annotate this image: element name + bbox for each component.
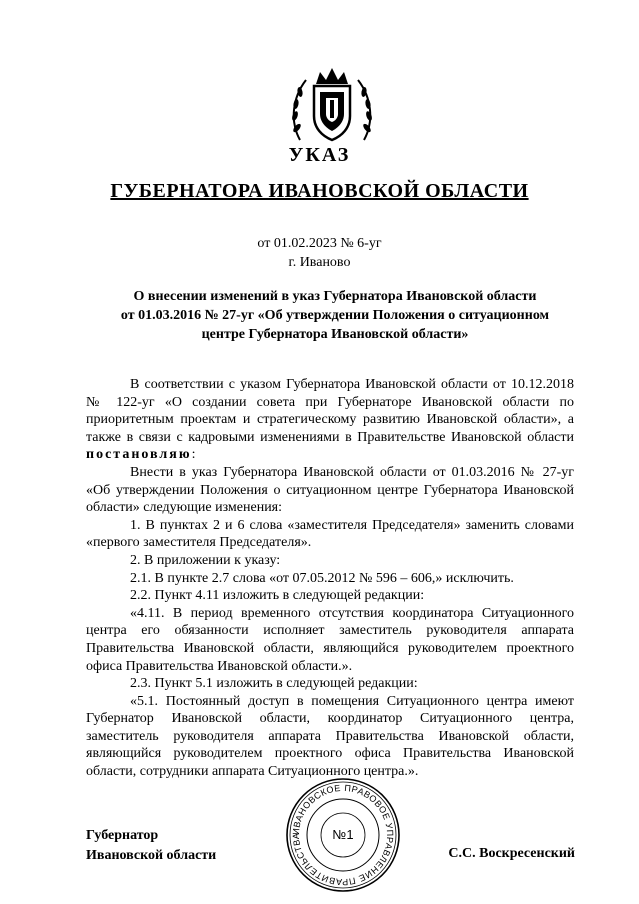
body-paragraph: 2.3. Пункт 5.1 изложить в следующей редакции: bbox=[130, 676, 418, 692]
body-paragraph: «4.11. В период временного отсутствия координатора Ситуационного центра его обязанности исполняет заместитель руководителя аппарата Правительства Ивановской области, являющийся руководителем проектного офиса Правительства Ивановской области.». bbox=[86, 605, 574, 674]
body-paragraph: 1. В пунктах 2 и 6 слова «заместителя Председателя» заменить словами «первого заместителя Председателя». bbox=[86, 517, 574, 551]
preamble-text: В соответствии с указом Губернатора Ивановской области от 10.12.2018 № 122-уг «О создании совета при Губернаторе Ивановской области по приоритетным проектам и стратегическому развитию Ивановской области», а также в связи с кадровыми изменениями в Правительстве Ивановской области bbox=[86, 377, 574, 445]
resolution-word: постановляю bbox=[86, 447, 192, 463]
decree-subject bbox=[100, 287, 570, 344]
seal-ring-text: ИВАНОВСКОЕ ПРАВОВОЕ УПРАВЛЕНИЕ ПРАВИТЕЛЬСТВА bbox=[290, 782, 396, 888]
official-seal-icon bbox=[283, 775, 403, 895]
body-paragraph: 2.2. Пункт 4.11 изложить в следующей редакции: bbox=[130, 588, 425, 604]
coat-of-arms-icon bbox=[286, 62, 378, 144]
city-line: г. Иваново bbox=[288, 255, 351, 270]
document-issuer: ГУБЕРНАТОРА ИВАНОВСКОЙ ОБЛАСТИ bbox=[110, 180, 529, 202]
subject-line: от 01.03.2016 № 27-уг «Об утверждении Положения о ситуационном bbox=[120, 308, 550, 323]
seal-number: №1 bbox=[332, 827, 354, 842]
document-title: УКАЗ bbox=[288, 144, 351, 166]
body-paragraph: 2.1. В пункте 2.7 слова «от 07.05.2012 № 596 – 606,» исключить. bbox=[130, 570, 514, 586]
signatory-position bbox=[86, 826, 216, 866]
signatory-name: С.С. Воскресенский bbox=[448, 846, 575, 861]
date-number-line: от 01.02.2023 № 6-уг bbox=[257, 236, 382, 251]
body-paragraph: «5.1. Постоянный доступ в помещения Ситуационного центра имеют Губернатор Ивановской области, координатор Ситуационного центра, заместитель руководителя аппарата Правительства Ивановской области, являющийся руководителем проектного офиса Правительства Ивановской области, сотрудники аппарата Ситуационного центра.». bbox=[86, 693, 574, 780]
subject-line: О внесении изменений в указ Губернатора Ивановской области bbox=[133, 289, 537, 304]
preamble-paragraph bbox=[86, 376, 574, 464]
body-paragraph: Внести в указ Губернатора Ивановской области от 01.03.2016 № 27-уг «Об утверждении Положения о ситуационном центре Губернатора Ивановской области» следующие изменения: bbox=[86, 464, 574, 516]
decree-body bbox=[86, 376, 574, 781]
position-line: Ивановской области bbox=[86, 848, 217, 863]
body-paragraph: 2. В приложении к указу: bbox=[130, 552, 281, 568]
position-line: Губернатор bbox=[86, 828, 159, 843]
preamble-colon: : bbox=[191, 447, 196, 463]
subject-line: центре Губернатора Ивановской области» bbox=[201, 327, 469, 342]
